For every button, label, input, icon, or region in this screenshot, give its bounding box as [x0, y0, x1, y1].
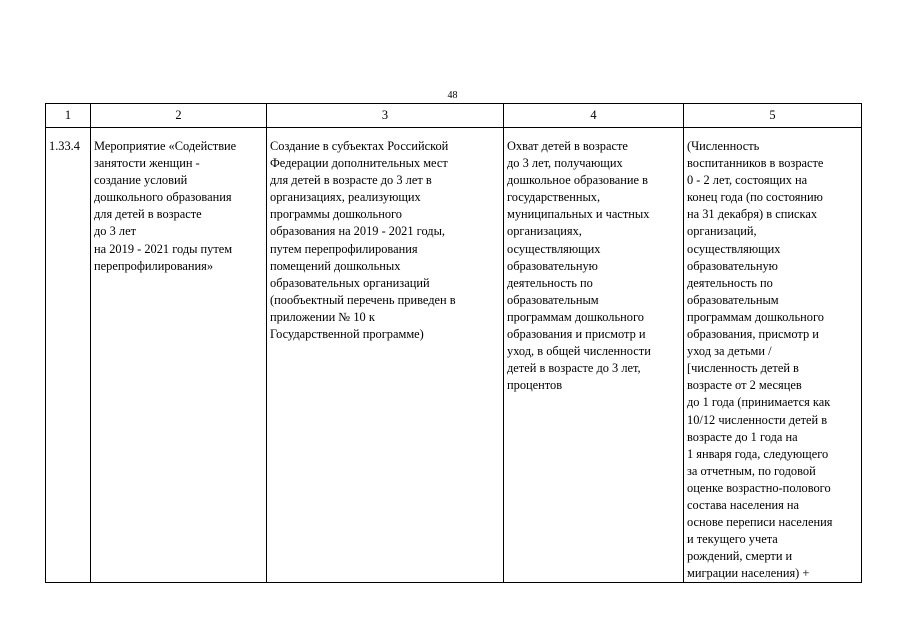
description-text: Создание в субъектах Российской Федерации дополнительных мест для детей в возрасте до 3 лет в организациях, реализующих программы дошкольного образования на 2019 - 2021 годы, путем перепрофилирования помещений дошкольных образовательных организаций (пообъектный перечень приведен в приложении № 10 к Государственной программе) [270, 139, 456, 342]
column-header-5: 5 [684, 104, 862, 128]
indicator-cell [504, 128, 684, 583]
table-row [46, 128, 862, 583]
row-number-cell [46, 128, 91, 583]
table-header-row [46, 104, 862, 128]
column-header-4: 4 [504, 104, 684, 128]
indicator-text: Охват детей в возрасте до 3 лет, получающих дошкольное образование в государственных, муниципальных и частных организациях, осуществляющих образовательную деятельность по образовательным программам дошкольного образования и присмотр и уход, в общей численности детей в возрасте до 3 лет, процентов [507, 139, 651, 393]
formula-text: (Численность воспитанников в возрасте 0 - 2 лет, состоящих на конец года (по состоянию на 31 декабря) в списках организаций, осуществляющих образовательную деятельность по образовательным программам дошкольного образования, присмотр и уход за детьми / [численность детей в возрасте от 2 месяцев до 1 года (принимается как 10/12 численности детей в возрасте до 1 года на 1 января года, следующего за отчетным, по годовой оценке возрастно-полового состава населения на основе переписи населения и текущего учета рождений, смерти и миграции населения) + [687, 139, 833, 581]
formula-cell [684, 128, 862, 583]
description-cell [267, 128, 504, 583]
column-header-1: 1 [46, 104, 91, 128]
column-header-2: 2 [91, 104, 267, 128]
row-number: 1.33.4 [49, 139, 80, 153]
event-text: Мероприятие «Содействие занятости женщин - создание условий дошкольного образования для детей в возрасте до 3 лет на 2019 - 2021 годы путем перепрофилирования» [94, 139, 237, 273]
event-cell [91, 128, 267, 583]
document-table [45, 103, 862, 583]
column-header-3: 3 [267, 104, 504, 128]
page-number: 48 [447, 90, 458, 101]
